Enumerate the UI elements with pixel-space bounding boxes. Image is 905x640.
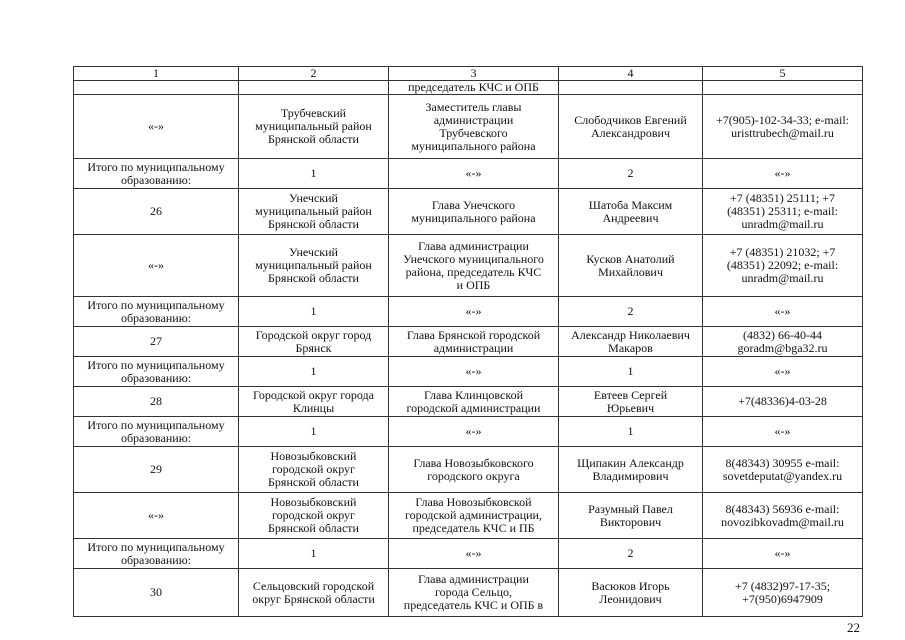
number-cell: 29 bbox=[74, 447, 239, 493]
contact-cell: +7 (48351) 25111; +7 (48351) 25311; e-mail: unradm@mail.ru bbox=[703, 189, 863, 235]
page-number: 22 bbox=[847, 620, 860, 635]
table-row bbox=[74, 417, 863, 447]
number-cell: «-» bbox=[74, 493, 239, 539]
municipality-cell: 1 bbox=[239, 417, 389, 447]
header-col-3: 3 bbox=[389, 67, 559, 81]
name-cell: 1 bbox=[559, 357, 703, 387]
contact-cell: «-» bbox=[703, 417, 863, 447]
position-cell: Глава Брянской городской администрации bbox=[389, 327, 559, 357]
header-col-5: 5 bbox=[703, 67, 863, 81]
table-row bbox=[74, 189, 863, 235]
table-row bbox=[74, 493, 863, 539]
position-cell: Глава администрации города Сельцо, председатель КЧС и ОПБ в bbox=[389, 569, 559, 617]
position-cell: Заместитель главы администрации Трубчевского муниципального района bbox=[389, 95, 559, 159]
contact-cell: «-» bbox=[703, 357, 863, 387]
contact-cell: «-» bbox=[703, 539, 863, 569]
header-col-1: 1 bbox=[74, 67, 239, 81]
municipality-cell: 1 bbox=[239, 297, 389, 327]
number-cell: Итого по муниципальному образованию: bbox=[74, 357, 239, 387]
number-cell: Итого по муниципальному образованию: bbox=[74, 297, 239, 327]
contact-cell: +7(48336)4-03-28 bbox=[703, 387, 863, 417]
table-row bbox=[74, 357, 863, 387]
position-cell: Глава администрации Унечского муниципального района, председатель КЧС и ОПБ bbox=[389, 235, 559, 297]
name-cell: 2 bbox=[559, 159, 703, 189]
name-cell bbox=[559, 81, 703, 95]
position-cell: председатель КЧС и ОПБ bbox=[389, 81, 559, 95]
municipality-cell: Унечский муниципальный район Брянской области bbox=[239, 235, 389, 297]
table-row bbox=[74, 569, 863, 617]
table-row bbox=[74, 297, 863, 327]
contact-cell: +7(905)-102-34-33; e-mail: uristtrubech@mail.ru bbox=[703, 95, 863, 159]
municipality-cell: Новозыбковский городской округ Брянской области bbox=[239, 447, 389, 493]
position-cell: Глава Новозыбковского городского округа bbox=[389, 447, 559, 493]
table-row bbox=[74, 539, 863, 569]
contact-cell: 8(48343) 30955 e-mail: sovetdeputat@yandex.ru bbox=[703, 447, 863, 493]
position-cell: «-» bbox=[389, 539, 559, 569]
table-row bbox=[74, 95, 863, 159]
table-row bbox=[74, 447, 863, 493]
table-body bbox=[74, 81, 863, 617]
name-cell: Евтеев Сергей Юрьевич bbox=[559, 387, 703, 417]
contact-cell: «-» bbox=[703, 297, 863, 327]
position-cell: Глава Новозыбковской городской администрации, председатель КЧС и ПБ bbox=[389, 493, 559, 539]
number-cell: 28 bbox=[74, 387, 239, 417]
table-row bbox=[74, 387, 863, 417]
position-cell: Глава Унечского муниципального района bbox=[389, 189, 559, 235]
municipality-cell: Трубчевский муниципальный район Брянской области bbox=[239, 95, 389, 159]
number-cell: Итого по муниципальному образованию: bbox=[74, 417, 239, 447]
table-row bbox=[74, 81, 863, 95]
number-cell: Итого по муниципальному образованию: bbox=[74, 539, 239, 569]
header-col-2: 2 bbox=[239, 67, 389, 81]
contact-cell bbox=[703, 81, 863, 95]
contact-cell: +7 (4832)97-17-35; +7(950)6947909 bbox=[703, 569, 863, 617]
position-cell: «-» bbox=[389, 297, 559, 327]
header-col-4: 4 bbox=[559, 67, 703, 81]
table-row bbox=[74, 327, 863, 357]
municipality-cell: 1 bbox=[239, 357, 389, 387]
table-row bbox=[74, 159, 863, 189]
name-cell: Слободчиков Евгений Александрович bbox=[559, 95, 703, 159]
number-cell bbox=[74, 81, 239, 95]
name-cell: Шатоба Максим Андреевич bbox=[559, 189, 703, 235]
header-row bbox=[74, 67, 863, 81]
contact-cell: +7 (48351) 21032; +7 (48351) 22092; e-mail: unradm@mail.ru bbox=[703, 235, 863, 297]
number-cell: Итого по муниципальному образованию: bbox=[74, 159, 239, 189]
contact-cell: (4832) 66-40-44 goradm@bga32.ru bbox=[703, 327, 863, 357]
number-cell: «-» bbox=[74, 95, 239, 159]
table-row bbox=[74, 235, 863, 297]
municipality-cell: Сельцовский городской округ Брянской области bbox=[239, 569, 389, 617]
name-cell: 2 bbox=[559, 297, 703, 327]
municipality-cell: 1 bbox=[239, 539, 389, 569]
position-cell: «-» bbox=[389, 357, 559, 387]
municipality-cell bbox=[239, 81, 389, 95]
number-cell: «-» bbox=[74, 235, 239, 297]
municipality-cell: Унечский муниципальный район Брянской области bbox=[239, 189, 389, 235]
number-cell: 26 bbox=[74, 189, 239, 235]
name-cell: 2 bbox=[559, 539, 703, 569]
contacts-table bbox=[73, 66, 863, 617]
number-cell: 30 bbox=[74, 569, 239, 617]
name-cell: Кусков Анатолий Михайлович bbox=[559, 235, 703, 297]
name-cell: Разумный Павел Викторович bbox=[559, 493, 703, 539]
name-cell: Александр Николаевич Макаров bbox=[559, 327, 703, 357]
municipality-cell: Городской округ города Клинцы bbox=[239, 387, 389, 417]
contact-cell: «-» bbox=[703, 159, 863, 189]
municipality-cell: 1 bbox=[239, 159, 389, 189]
position-cell: Глава Клинцовской городской администрации bbox=[389, 387, 559, 417]
name-cell: Васюков Игорь Леонидович bbox=[559, 569, 703, 617]
position-cell: «-» bbox=[389, 417, 559, 447]
number-cell: 27 bbox=[74, 327, 239, 357]
name-cell: 1 bbox=[559, 417, 703, 447]
municipality-cell: Новозыбковский городской округ Брянской области bbox=[239, 493, 389, 539]
position-cell: «-» bbox=[389, 159, 559, 189]
municipality-cell: Городской округ город Брянск bbox=[239, 327, 389, 357]
name-cell: Щипакин Александр Владимирович bbox=[559, 447, 703, 493]
contact-cell: 8(48343) 56936 e-mail: novozibkovadm@mail.ru bbox=[703, 493, 863, 539]
